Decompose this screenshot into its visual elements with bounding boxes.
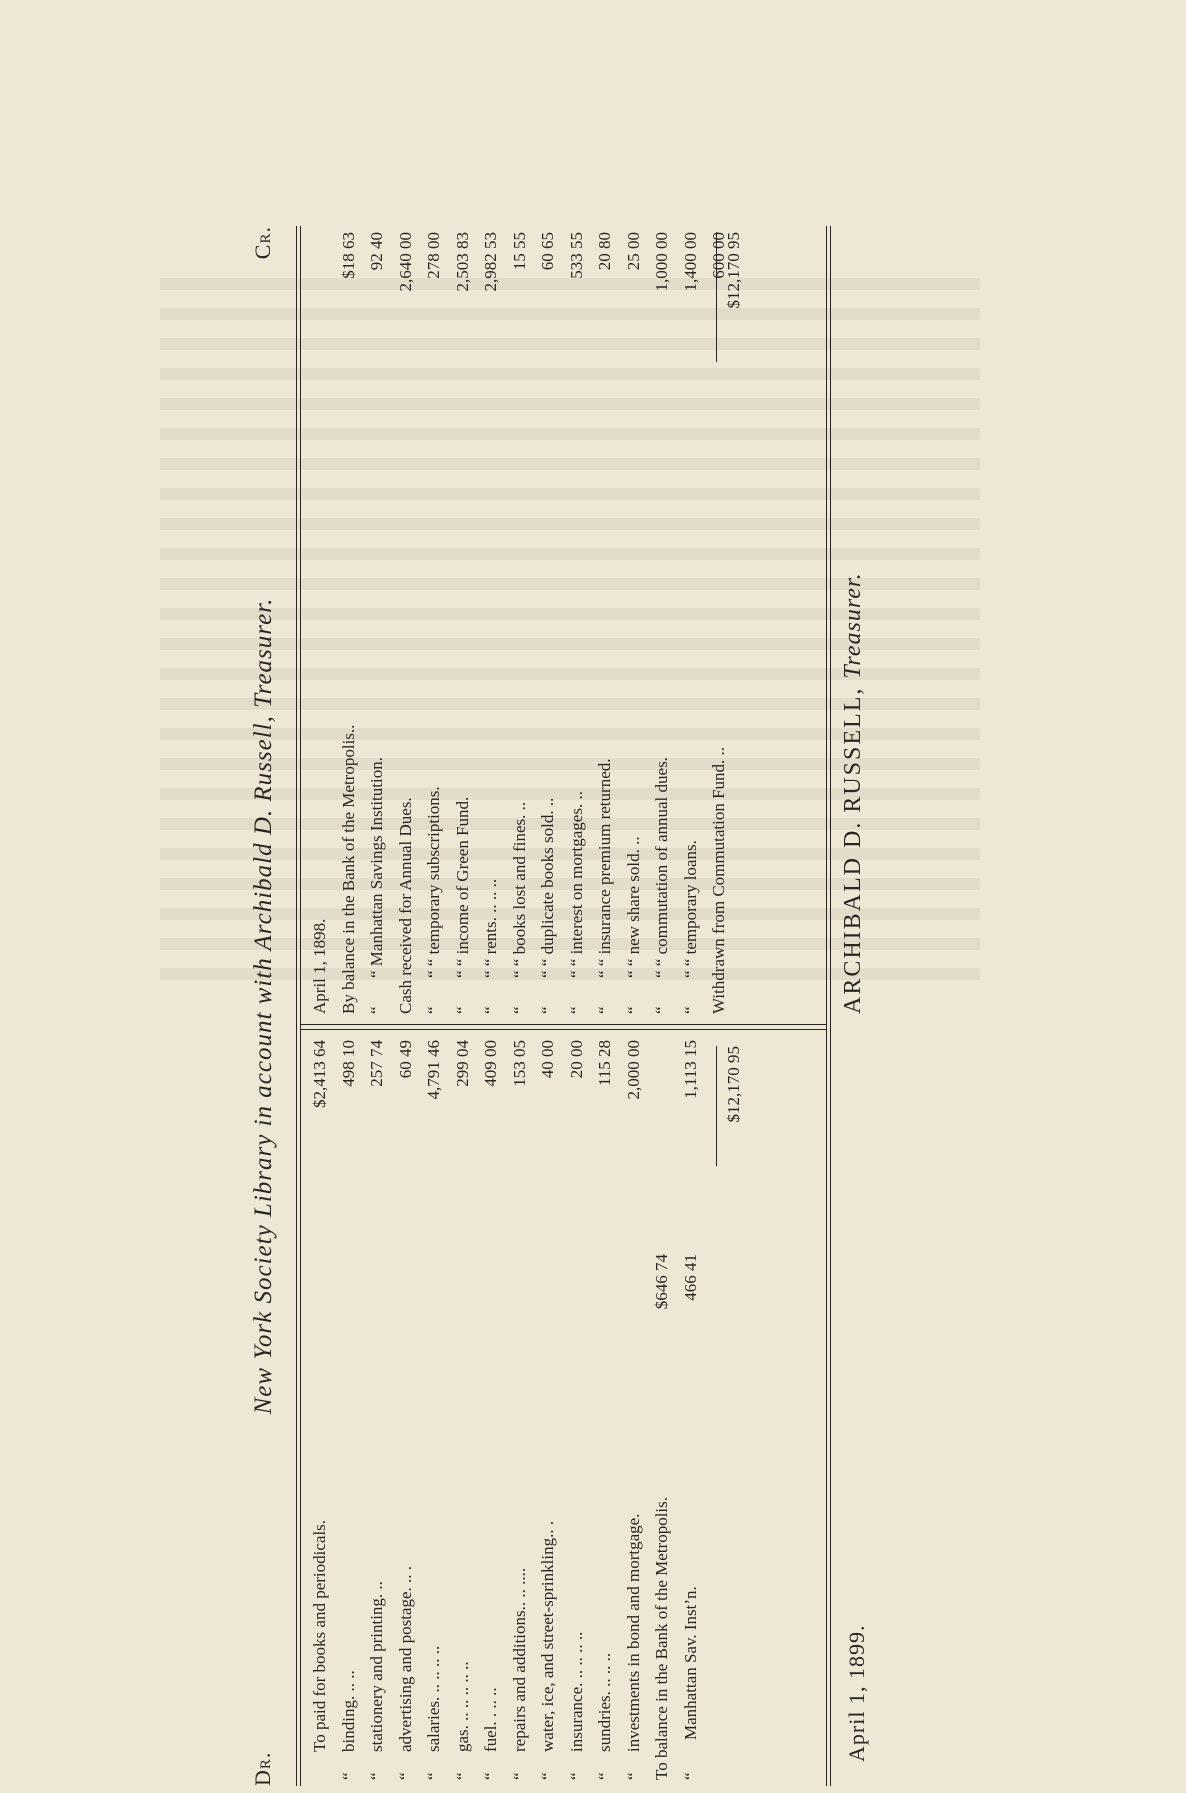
ditto-mark: “ <box>538 1006 557 1014</box>
ditto-mark: “ <box>481 1006 500 1014</box>
treasurer-signature <box>840 572 867 1014</box>
ditto-mark: “ <box>623 1006 643 1014</box>
ditto-mark: “ <box>509 1006 529 1014</box>
ditto-mark: “ <box>623 1772 643 1780</box>
ditto-mark: “ <box>566 1772 586 1780</box>
debit-description: salaries. .. .. .. .. <box>424 1645 443 1752</box>
credit-amount: 1,000 00 <box>652 232 671 292</box>
debit-amount: 257 74 <box>367 1040 386 1087</box>
credit-amount: 2,982 53 <box>481 232 500 292</box>
ledger <box>240 226 880 1786</box>
debit-row <box>310 1040 339 1780</box>
debit-amount: $2,413 64 <box>310 1040 329 1108</box>
ditto-mark: “ <box>680 1006 700 1014</box>
debit-row <box>510 1040 539 1780</box>
debit-description: water, ice, and street-sprinkling.. . <box>538 1520 557 1752</box>
debit-amount: 2,000 00 <box>623 1040 643 1100</box>
debit-total-rule <box>716 1046 717 1166</box>
credit-amount: 2,503 83 <box>452 232 472 292</box>
ditto-mark: “ <box>680 1772 700 1780</box>
ditto-mark: “ <box>424 1772 443 1780</box>
debit-row <box>396 1040 425 1780</box>
ditto-mark: “ <box>509 1772 529 1780</box>
debit-row <box>652 1040 681 1780</box>
debit-description: To balance in the Bank of the Metropolis. <box>652 1496 671 1780</box>
debit-amount: 1,113 15 <box>680 1040 700 1099</box>
ditto-mark: “ <box>595 1772 614 1780</box>
credit-amount: 25 00 <box>623 232 643 271</box>
debit-amount: 4,791 46 <box>424 1040 443 1100</box>
credit-total-rule <box>716 232 717 362</box>
credit-column <box>310 232 738 1014</box>
debit-description: sundries. .. .. .. <box>595 1652 614 1752</box>
credit-description: “ “ temporary loans. <box>680 840 700 978</box>
debit-row <box>481 1040 510 1780</box>
top-rule-inner <box>300 226 301 1786</box>
debit-description: stationery and printing. .. <box>367 1581 386 1752</box>
credit-description: Cash received for Annual Dues. <box>395 797 415 1014</box>
credit-amount: 600 00 <box>709 232 728 279</box>
debit-amount: 153 05 <box>509 1040 529 1087</box>
signature-title: Treasurer. <box>840 572 866 679</box>
ditto-mark: “ <box>652 1006 671 1014</box>
credit-label: Cr. <box>250 226 275 260</box>
bottom-rule-inner <box>830 226 831 1786</box>
credit-row <box>396 232 425 1014</box>
credit-description: April 1, 1898. <box>310 918 329 1014</box>
ditto-mark: “ <box>566 1006 586 1014</box>
credit-description: “ Manhattan Savings Institution. <box>367 757 386 978</box>
credit-row <box>310 232 339 1014</box>
debit-row <box>595 1040 624 1780</box>
debit-row <box>424 1040 453 1780</box>
credit-row <box>481 232 510 1014</box>
ditto-mark: “ <box>452 1772 472 1780</box>
center-rule-inner <box>300 1024 826 1025</box>
credit-row <box>567 232 596 1014</box>
ditto-mark: “ <box>538 1772 557 1780</box>
credit-row <box>510 232 539 1014</box>
debit-description: To paid for books and periodicals. <box>310 1519 329 1752</box>
debit-label: Dr. <box>250 1751 275 1786</box>
credit-row <box>453 232 482 1014</box>
ditto-mark: “ <box>452 1006 472 1014</box>
ledger-header <box>250 226 290 1786</box>
debit-row <box>567 1040 596 1780</box>
debit-description: insurance. .. .. .. .. <box>566 1631 586 1752</box>
ditto-mark: “ <box>338 1772 358 1780</box>
credit-row <box>624 232 653 1014</box>
credit-description: “ “ income of Green Fund. <box>452 796 472 978</box>
ledger-title: New York Society Library in account with Archibald D. Russell, Treasurer. <box>250 597 277 1415</box>
debit-amount: 20 00 <box>566 1040 586 1079</box>
credit-description: “ “ commutation of annual dues. <box>652 757 671 978</box>
credit-amount: 278 00 <box>424 232 443 279</box>
debit-column <box>310 1040 709 1780</box>
signature-name: ARCHIBALD D. RUSSELL, <box>840 686 866 1014</box>
credit-amount: 92 40 <box>367 232 386 271</box>
debit-description: investments in bond and mortgage. <box>623 1513 643 1752</box>
credit-description: Withdrawn from Commutation Fund. .. <box>709 746 728 1014</box>
ditto-mark: “ <box>367 1006 386 1014</box>
debit-amount: 60 49 <box>395 1040 415 1079</box>
credit-row <box>339 232 368 1014</box>
credit-description: “ “ insurance premium returned. <box>595 758 614 978</box>
bottom-rule <box>826 226 827 1786</box>
ditto-mark: “ <box>481 1772 500 1780</box>
credit-amount: 60 65 <box>538 232 557 271</box>
credit-row <box>424 232 453 1014</box>
debit-row <box>453 1040 482 1780</box>
credit-description: “ “ rents. .. .. .. <box>481 878 500 978</box>
credit-description: “ “ interest on mortgages. .. <box>566 791 586 978</box>
debit-description: advertising and postage. .. . <box>395 1565 415 1752</box>
credit-amount: 2,640 00 <box>395 232 415 292</box>
credit-amount: 15 55 <box>509 232 529 271</box>
ditto-mark: “ <box>595 1006 614 1014</box>
ditto-mark: “ <box>424 1006 443 1014</box>
debit-row <box>681 1040 710 1780</box>
credit-description: “ “ books lost and fines. .. <box>509 801 529 978</box>
debit-amount: 40 00 <box>538 1040 557 1079</box>
credit-amount: 533 55 <box>566 232 586 279</box>
debit-description: Manhattan Sav. Inst’n. <box>680 1586 700 1740</box>
debit-row <box>538 1040 567 1780</box>
debit-row <box>367 1040 396 1780</box>
debit-description: gas. .. .. .. .. .. <box>452 1661 472 1752</box>
debit-amount: 498 10 <box>338 1040 358 1087</box>
credit-amount: 1,400 00 <box>680 232 700 292</box>
credit-description: “ “ temporary subscriptions. <box>424 786 443 978</box>
debit-description: repairs and additions.. .. .... <box>509 1567 529 1752</box>
credit-total: $12,170 95 <box>724 232 743 309</box>
credit-amount: $18 63 <box>338 232 358 279</box>
credit-row <box>595 232 624 1014</box>
credit-row <box>652 232 681 1014</box>
ditto-mark: “ <box>395 1772 415 1780</box>
credit-row <box>538 232 567 1014</box>
ditto-mark: “ <box>367 1772 386 1780</box>
credit-row <box>367 232 396 1014</box>
debit-subamount: $646 74 <box>652 1254 671 1310</box>
top-rule <box>296 226 297 1786</box>
credit-description: By balance in the Bank of the Metropolis.. <box>338 724 358 1014</box>
credit-description: “ “ duplicate books sold. .. <box>538 797 557 978</box>
footer-date: April 1, 1899. <box>844 1624 869 1762</box>
debit-description: binding. .. .. <box>338 1670 358 1752</box>
center-rule <box>300 1029 826 1030</box>
debit-amount: 409 00 <box>481 1040 500 1087</box>
debit-amount: 115 28 <box>595 1040 614 1087</box>
debit-total: $12,170 95 <box>724 1046 743 1123</box>
debit-description: fuel. . .. .. <box>481 1687 500 1752</box>
debit-row <box>339 1040 368 1780</box>
debit-amount: 299 04 <box>452 1040 472 1087</box>
credit-amount: 20 80 <box>595 232 614 271</box>
debit-subamount: 466 41 <box>680 1254 700 1301</box>
debit-row <box>624 1040 653 1780</box>
credit-description: “ “ new share sold. .. <box>623 836 643 978</box>
credit-row <box>681 232 710 1014</box>
